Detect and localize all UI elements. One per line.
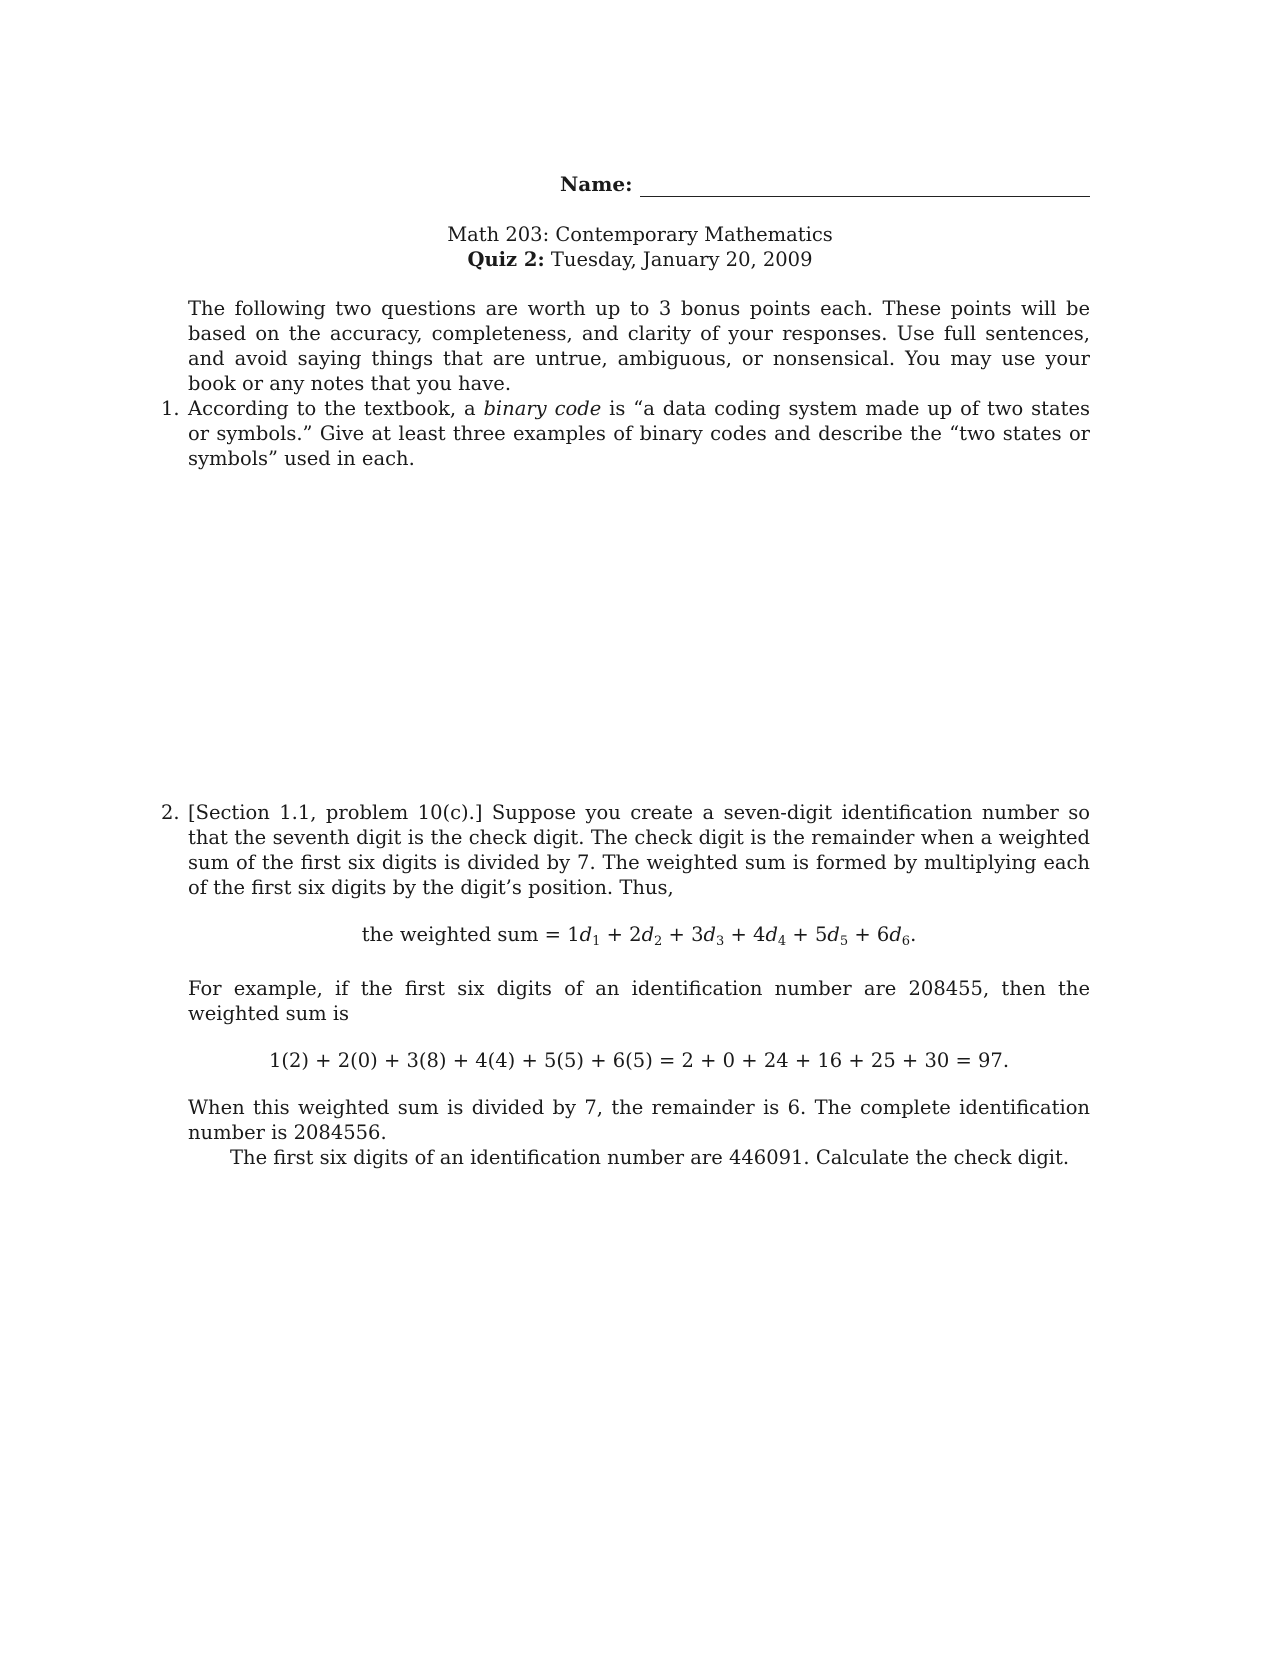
example-result: When this weighted sum is divided by 7, the remainder is 6. The complete identification number is 2084556.	[188, 1096, 1090, 1144]
term-coefficient: 5	[814, 923, 828, 946]
question-text-start: According to the textbook, a	[188, 397, 484, 420]
question-number: 2.	[161, 801, 180, 824]
term-variable: d	[579, 923, 593, 946]
term-operator: +	[662, 923, 692, 946]
problem-statement: [Section 1.1, problem 10(c).] Suppose you create a seven-digit identification number so that the seventh digit is the check digit. The check digit is the remainder when a weighted sum of the first six digits is divided by 7. The weighted sum is formed by multiplying each of the first six digits by the digit’s position. Thus,	[188, 801, 1090, 899]
problem-task: The first six digits of an identification number are 446091. Calculate the check digit.	[230, 1146, 1070, 1169]
term-subscript: 1	[592, 934, 601, 949]
formula-term	[814, 923, 877, 949]
term-coefficient: 3	[691, 923, 704, 946]
question-text	[188, 396, 1090, 471]
formula-prefix: the weighted sum =	[361, 923, 568, 946]
formula-term	[876, 923, 917, 949]
term-operator: +	[848, 923, 877, 946]
term-variable: d	[765, 923, 778, 946]
question-1	[161, 396, 1090, 471]
quiz-date: Tuesday, January 20, 2009	[550, 248, 813, 271]
term-subscript: 4	[777, 934, 787, 949]
term-operator: +	[786, 923, 815, 946]
course-title: Math 203: Contemporary Mathematics	[447, 223, 833, 246]
example-equation: 1(2) + 2(0) + 3(8) + 4(4) + 5(5) + 6(5) = 2 + 0 + 24 + 16 + 25 + 30 = 97.	[268, 1049, 1010, 1072]
quiz-title	[0, 247, 1280, 272]
term-coefficient: 2	[629, 923, 642, 946]
term-operator: +	[724, 923, 754, 946]
name-field	[560, 172, 1090, 202]
term-operator: .	[910, 923, 917, 946]
formula-term	[629, 923, 692, 949]
weighted-sum-formula	[188, 922, 1090, 954]
term-subscript: 5	[839, 934, 849, 949]
question-number: 1.	[161, 397, 180, 420]
term-variable: d	[703, 923, 716, 946]
term-operator: +	[600, 923, 630, 946]
term-subscript: 6	[901, 934, 911, 949]
name-label: Name:	[560, 172, 633, 196]
term-coefficient: 6	[876, 923, 890, 946]
formula-terms	[567, 923, 917, 949]
term-variable: d	[641, 923, 655, 946]
instructions-paragraph: The following two questions are worth up to 3 bonus points each. These points will be based on the accuracy, completeness, and clarity of your responses. Use full sentences, and avoid saying things that are untrue, ambiguous, or nonsensical. You may use your book or any notes that you have.	[188, 297, 1090, 395]
example-intro: For example, if the first six digits of an identification number are 208455, then the weighted sum is	[188, 977, 1090, 1025]
term-variable: d	[889, 923, 902, 946]
formula-term	[567, 923, 630, 949]
quiz-header	[0, 222, 1280, 272]
term-coefficient: 4	[753, 923, 766, 946]
question-2	[161, 800, 1090, 1170]
term-subscript: 3	[715, 934, 725, 949]
quiz-label: Quiz 2:	[467, 248, 545, 271]
question-text-end: is “a data coding system made up of two states or symbols.” Give at least three examples of binary codes and describe the “two states or symbols” used in each.	[188, 397, 1090, 470]
formula-term	[691, 923, 754, 949]
term-coefficient: 1	[567, 923, 580, 946]
term-subscript: 2	[654, 934, 663, 949]
binary-code-term: binary code	[483, 397, 602, 420]
formula-term	[753, 923, 815, 949]
name-blank-line[interactable]	[640, 196, 1090, 197]
term-variable: d	[827, 923, 840, 946]
